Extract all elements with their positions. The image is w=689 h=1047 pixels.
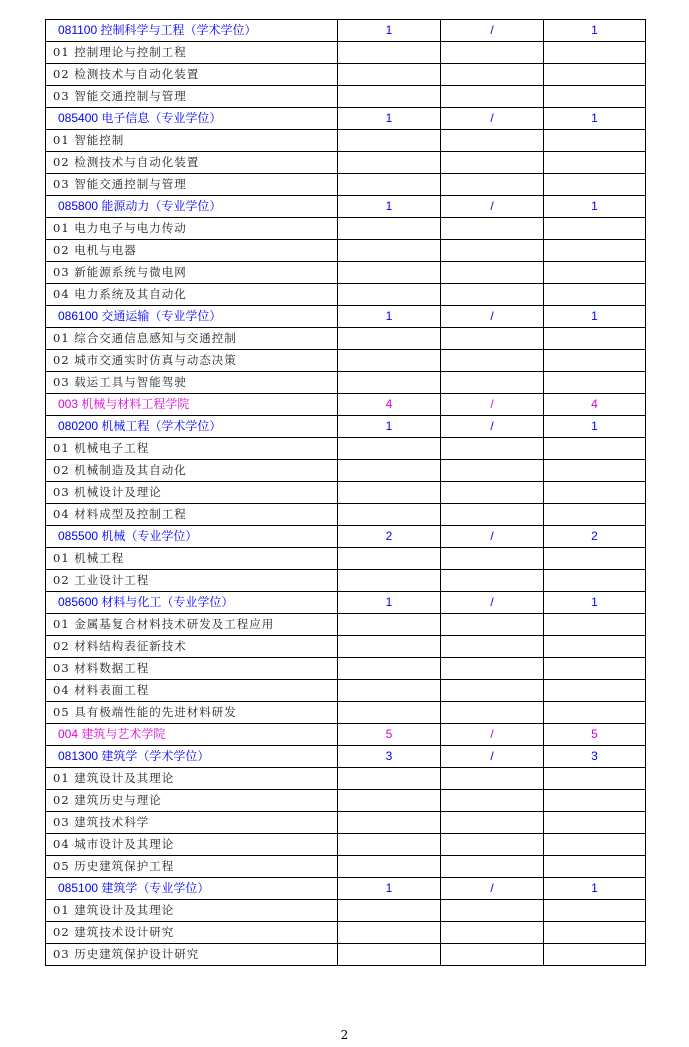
quota-middle <box>441 944 544 966</box>
direction-name: 02 机械制造及其自动化 <box>46 460 338 482</box>
quota-right <box>544 614 646 636</box>
quota-total: 1 <box>338 878 441 900</box>
quota-middle <box>441 702 544 724</box>
direction-name: 03 机械设计及理论 <box>46 482 338 504</box>
direction-row <box>46 174 646 196</box>
major-row <box>46 416 646 438</box>
direction-name: 03 载运工具与智能驾驶 <box>46 372 338 394</box>
quota-middle: / <box>441 526 544 548</box>
quota-middle <box>441 790 544 812</box>
quota-total <box>338 636 441 658</box>
major-name: 086100 交通运输（专业学位） <box>46 306 338 328</box>
direction-row <box>46 218 646 240</box>
quota-total <box>338 504 441 526</box>
direction-name: 03 智能交通控制与管理 <box>46 86 338 108</box>
quota-total <box>338 702 441 724</box>
quota-total <box>338 944 441 966</box>
quota-middle <box>441 152 544 174</box>
quota-middle <box>441 900 544 922</box>
quota-total <box>338 86 441 108</box>
direction-row <box>46 460 646 482</box>
major-name: 081300 建筑学（学术学位） <box>46 746 338 768</box>
direction-row <box>46 42 646 64</box>
direction-name: 05 具有极端性能的先进材料研发 <box>46 702 338 724</box>
direction-name: 02 检测技术与自动化装置 <box>46 64 338 86</box>
direction-row <box>46 570 646 592</box>
quota-middle <box>441 614 544 636</box>
quota-total <box>338 240 441 262</box>
quota-middle <box>441 570 544 592</box>
direction-row <box>46 768 646 790</box>
direction-name: 02 电机与电器 <box>46 240 338 262</box>
quota-total: 1 <box>338 108 441 130</box>
quota-middle <box>441 768 544 790</box>
quota-right <box>544 900 646 922</box>
quota-right <box>544 570 646 592</box>
quota-right: 1 <box>544 20 646 42</box>
quota-middle <box>441 438 544 460</box>
quota-right: 1 <box>544 878 646 900</box>
quota-total <box>338 130 441 152</box>
quota-total <box>338 218 441 240</box>
quota-right: 2 <box>544 526 646 548</box>
college-name: 004 建筑与艺术学院 <box>46 724 338 746</box>
direction-row <box>46 834 646 856</box>
quota-middle <box>441 834 544 856</box>
quota-total <box>338 152 441 174</box>
direction-row <box>46 438 646 460</box>
quota-right: 1 <box>544 416 646 438</box>
quota-total <box>338 350 441 372</box>
quota-total <box>338 438 441 460</box>
quota-total: 1 <box>338 592 441 614</box>
quota-right: 3 <box>544 746 646 768</box>
quota-middle <box>441 284 544 306</box>
quota-right <box>544 548 646 570</box>
direction-name: 03 建筑技术科学 <box>46 812 338 834</box>
quota-right: 1 <box>544 108 646 130</box>
quota-middle: / <box>441 746 544 768</box>
quota-total: 1 <box>338 196 441 218</box>
quota-total <box>338 548 441 570</box>
quota-middle <box>441 548 544 570</box>
quota-middle: / <box>441 724 544 746</box>
quota-right <box>544 438 646 460</box>
quota-middle: / <box>441 306 544 328</box>
direction-row <box>46 702 646 724</box>
direction-name: 01 金属基复合材料技术研发及工程应用 <box>46 614 338 636</box>
admission-table-body <box>46 20 646 966</box>
direction-name: 02 工业设计工程 <box>46 570 338 592</box>
direction-name: 01 综合交通信息感知与交通控制 <box>46 328 338 350</box>
quota-middle: / <box>441 878 544 900</box>
quota-total <box>338 372 441 394</box>
direction-name: 03 历史建筑保护设计研究 <box>46 944 338 966</box>
quota-right <box>544 130 646 152</box>
quota-middle: / <box>441 196 544 218</box>
quota-total <box>338 768 441 790</box>
college-row <box>46 394 646 416</box>
quota-right <box>544 790 646 812</box>
quota-total <box>338 856 441 878</box>
major-name: 080200 机械工程（学术学位） <box>46 416 338 438</box>
quota-middle: / <box>441 592 544 614</box>
quota-middle <box>441 42 544 64</box>
direction-name: 01 机械电子工程 <box>46 438 338 460</box>
direction-row <box>46 86 646 108</box>
quota-total: 5 <box>338 724 441 746</box>
quota-total <box>338 570 441 592</box>
quota-right <box>544 262 646 284</box>
quota-total: 4 <box>338 394 441 416</box>
quota-right <box>544 42 646 64</box>
direction-row <box>46 504 646 526</box>
quota-right <box>544 152 646 174</box>
quota-total <box>338 460 441 482</box>
major-row <box>46 108 646 130</box>
quota-total <box>338 284 441 306</box>
quota-right <box>544 460 646 482</box>
direction-row <box>46 944 646 966</box>
major-row <box>46 878 646 900</box>
direction-row <box>46 812 646 834</box>
major-row <box>46 526 646 548</box>
direction-name: 02 城市交通实时仿真与动态决策 <box>46 350 338 372</box>
quota-total <box>338 812 441 834</box>
direction-name: 04 材料表面工程 <box>46 680 338 702</box>
quota-right <box>544 86 646 108</box>
quota-right <box>544 328 646 350</box>
quota-right <box>544 812 646 834</box>
direction-row <box>46 350 646 372</box>
direction-row <box>46 152 646 174</box>
quota-right <box>544 284 646 306</box>
direction-row <box>46 614 646 636</box>
quota-right <box>544 350 646 372</box>
quota-total: 2 <box>338 526 441 548</box>
direction-name: 02 建筑技术设计研究 <box>46 922 338 944</box>
direction-row <box>46 856 646 878</box>
quota-right <box>544 768 646 790</box>
direction-name: 03 材料数据工程 <box>46 658 338 680</box>
quota-total <box>338 42 441 64</box>
direction-row <box>46 548 646 570</box>
quota-total: 1 <box>338 416 441 438</box>
quota-total: 1 <box>338 306 441 328</box>
quota-middle: / <box>441 20 544 42</box>
quota-total <box>338 482 441 504</box>
quota-right: 4 <box>544 394 646 416</box>
direction-row <box>46 130 646 152</box>
major-name: 085500 机械（专业学位） <box>46 526 338 548</box>
major-name: 085800 能源动力（专业学位） <box>46 196 338 218</box>
quota-right <box>544 174 646 196</box>
quota-middle <box>441 240 544 262</box>
direction-name: 04 电力系统及其自动化 <box>46 284 338 306</box>
quota-middle: / <box>441 416 544 438</box>
direction-name: 01 电力电子与电力传动 <box>46 218 338 240</box>
quota-total <box>338 900 441 922</box>
quota-right <box>544 482 646 504</box>
direction-row <box>46 262 646 284</box>
quota-middle <box>441 350 544 372</box>
direction-name: 02 检测技术与自动化装置 <box>46 152 338 174</box>
quota-total <box>338 614 441 636</box>
major-row <box>46 592 646 614</box>
college-row <box>46 724 646 746</box>
admission-table <box>45 19 646 966</box>
quota-middle <box>441 460 544 482</box>
major-name: 081100 控制科学与工程（学术学位） <box>46 20 338 42</box>
quota-middle <box>441 328 544 350</box>
quota-right <box>544 944 646 966</box>
direction-row <box>46 64 646 86</box>
direction-name: 05 历史建筑保护工程 <box>46 856 338 878</box>
quota-middle: / <box>441 394 544 416</box>
quota-middle <box>441 130 544 152</box>
quota-middle <box>441 218 544 240</box>
direction-row <box>46 482 646 504</box>
major-name: 085400 电子信息（专业学位） <box>46 108 338 130</box>
quota-total: 1 <box>338 20 441 42</box>
quota-total <box>338 328 441 350</box>
direction-name: 03 新能源系统与微电网 <box>46 262 338 284</box>
quota-right: 1 <box>544 196 646 218</box>
quota-total <box>338 922 441 944</box>
quota-middle <box>441 174 544 196</box>
direction-name: 04 材料成型及控制工程 <box>46 504 338 526</box>
quota-middle <box>441 636 544 658</box>
quota-middle <box>441 372 544 394</box>
quota-right <box>544 922 646 944</box>
quota-total: 3 <box>338 746 441 768</box>
quota-right <box>544 64 646 86</box>
quota-middle <box>441 482 544 504</box>
quota-right <box>544 240 646 262</box>
quota-right <box>544 680 646 702</box>
college-name: 003 机械与材料工程学院 <box>46 394 338 416</box>
quota-middle <box>441 922 544 944</box>
direction-row <box>46 900 646 922</box>
quota-middle <box>441 658 544 680</box>
direction-name: 02 建筑历史与理论 <box>46 790 338 812</box>
quota-middle <box>441 86 544 108</box>
major-name: 085600 材料与化工（专业学位） <box>46 592 338 614</box>
quota-right <box>544 658 646 680</box>
quota-middle <box>441 680 544 702</box>
quota-right <box>544 856 646 878</box>
quota-right <box>544 702 646 724</box>
quota-right <box>544 504 646 526</box>
quota-right <box>544 218 646 240</box>
direction-name: 01 控制理论与控制工程 <box>46 42 338 64</box>
major-name: 085100 建筑学（专业学位） <box>46 878 338 900</box>
direction-name: 02 材料结构表征新技术 <box>46 636 338 658</box>
quota-right: 1 <box>544 592 646 614</box>
direction-name: 01 机械工程 <box>46 548 338 570</box>
quota-right <box>544 372 646 394</box>
direction-row <box>46 922 646 944</box>
direction-name: 01 建筑设计及其理论 <box>46 768 338 790</box>
quota-middle <box>441 262 544 284</box>
quota-middle <box>441 856 544 878</box>
quota-middle: / <box>441 108 544 130</box>
major-row <box>46 20 646 42</box>
quota-total <box>338 680 441 702</box>
quota-right: 5 <box>544 724 646 746</box>
major-row <box>46 196 646 218</box>
direction-row <box>46 658 646 680</box>
quota-total <box>338 262 441 284</box>
direction-name: 03 智能交通控制与管理 <box>46 174 338 196</box>
quota-middle <box>441 64 544 86</box>
direction-name: 01 建筑设计及其理论 <box>46 900 338 922</box>
direction-row <box>46 240 646 262</box>
quota-middle <box>441 812 544 834</box>
direction-row <box>46 372 646 394</box>
direction-name: 04 城市设计及其理论 <box>46 834 338 856</box>
quota-total <box>338 790 441 812</box>
major-row <box>46 746 646 768</box>
direction-name: 01 智能控制 <box>46 130 338 152</box>
quota-right <box>544 636 646 658</box>
direction-row <box>46 636 646 658</box>
quota-total <box>338 658 441 680</box>
direction-row <box>46 790 646 812</box>
direction-row <box>46 328 646 350</box>
quota-right: 1 <box>544 306 646 328</box>
page-number: 2 <box>340 1028 349 1042</box>
quota-total <box>338 834 441 856</box>
major-row <box>46 306 646 328</box>
quota-middle <box>441 504 544 526</box>
direction-row <box>46 680 646 702</box>
quota-total <box>338 64 441 86</box>
quota-right <box>544 834 646 856</box>
direction-row <box>46 284 646 306</box>
quota-total <box>338 174 441 196</box>
